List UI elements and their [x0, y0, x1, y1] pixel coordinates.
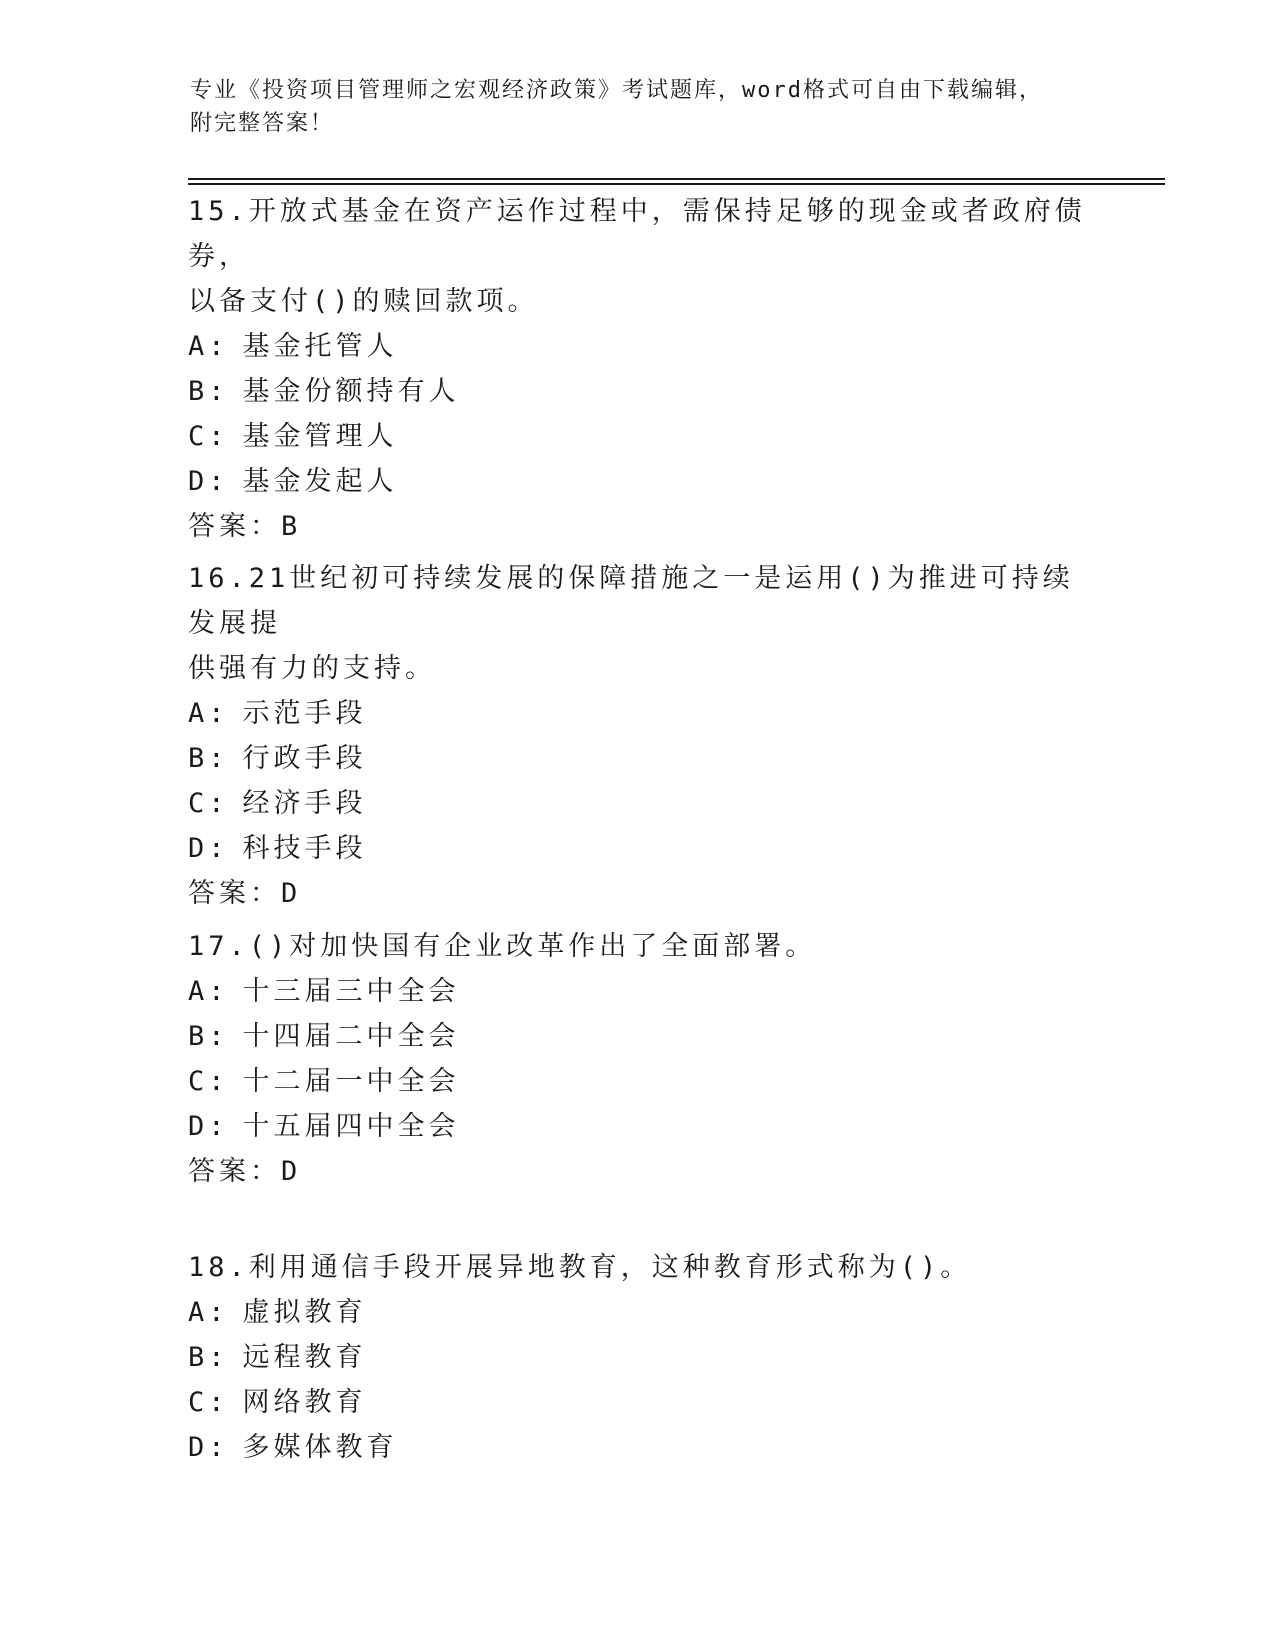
option-text: 虚拟教育: [242, 1297, 367, 1328]
option-key: A:: [188, 331, 229, 362]
option-key: C:: [188, 421, 229, 452]
option-text: 基金份额持有人: [242, 376, 460, 407]
document-header: [190, 74, 1070, 140]
answer-line: 答案：B: [188, 511, 302, 542]
option-b: [188, 1014, 1088, 1059]
option-key: D:: [188, 1111, 229, 1142]
option-d: [188, 1425, 1088, 1470]
option-c: [188, 781, 1088, 826]
option-text: 经济手段: [242, 788, 367, 819]
option-c: [188, 1059, 1088, 1104]
question-17: [188, 924, 1088, 1194]
option-key: C:: [188, 1387, 229, 1418]
question-15: [188, 189, 1088, 549]
header-line-1: 专业《投资项目管理师之宏观经济政策》考试题库，word格式可自由下载编辑，: [190, 78, 1043, 103]
question-18: [188, 1245, 1088, 1470]
option-key: D:: [188, 466, 229, 497]
option-d: [188, 826, 1088, 871]
header-divider-bottom: [188, 183, 1165, 185]
question-stem: 15.开放式基金在资产运作过程中，需保持足够的现金或者政府债券，: [188, 196, 1086, 272]
option-a: [188, 1290, 1088, 1335]
option-c: [188, 1380, 1088, 1425]
option-a: [188, 324, 1088, 369]
option-key: C:: [188, 1066, 229, 1097]
question-stem-continued: 以备支付()的赎回款项。: [188, 286, 539, 317]
question-stem: 17.()对加快国有企业改革作出了全面部署。: [188, 931, 817, 962]
question-stem-continued: 供强有力的支持。: [188, 653, 436, 684]
option-text: 远程教育: [242, 1342, 367, 1373]
header-line-2: 附完整答案！: [190, 111, 335, 136]
option-a: [188, 691, 1088, 736]
option-text: 十三届三中全会: [242, 976, 460, 1007]
option-key: D:: [188, 1432, 229, 1463]
option-key: A:: [188, 976, 229, 1007]
option-text: 多媒体教育: [242, 1432, 398, 1463]
option-c: [188, 414, 1088, 459]
option-key: D:: [188, 833, 229, 864]
option-text: 十五届四中全会: [242, 1111, 460, 1142]
answer-line: 答案：D: [188, 878, 302, 909]
option-text: 网络教育: [242, 1387, 367, 1418]
option-text: 十二届一中全会: [242, 1066, 460, 1097]
question-stem: 16.21世纪初可持续发展的保障措施之一是运用()为推进可持续发展提: [188, 563, 1074, 639]
question-16: [188, 556, 1088, 916]
option-key: A:: [188, 698, 229, 729]
option-key: C:: [188, 788, 229, 819]
answer-line: 答案：D: [188, 1156, 302, 1187]
option-b: [188, 736, 1088, 781]
option-text: 示范手段: [242, 698, 367, 729]
option-key: B:: [188, 1021, 229, 1052]
option-text: 十四届二中全会: [242, 1021, 460, 1052]
option-text: 基金发起人: [242, 466, 398, 497]
option-key: A:: [188, 1297, 229, 1328]
question-stem: 18.利用通信手段开展异地教育，这种教育形式称为()。: [188, 1252, 972, 1283]
option-key: B:: [188, 376, 229, 407]
option-text: 基金托管人: [242, 331, 398, 362]
option-b: [188, 1335, 1088, 1380]
option-text: 行政手段: [242, 743, 367, 774]
option-text: 基金管理人: [242, 421, 398, 452]
option-b: [188, 369, 1088, 414]
option-d: [188, 459, 1088, 504]
option-a: [188, 969, 1088, 1014]
option-key: B:: [188, 743, 229, 774]
option-key: B:: [188, 1342, 229, 1373]
option-text: 科技手段: [242, 833, 367, 864]
header-divider-top: [188, 178, 1165, 180]
option-d: [188, 1104, 1088, 1149]
